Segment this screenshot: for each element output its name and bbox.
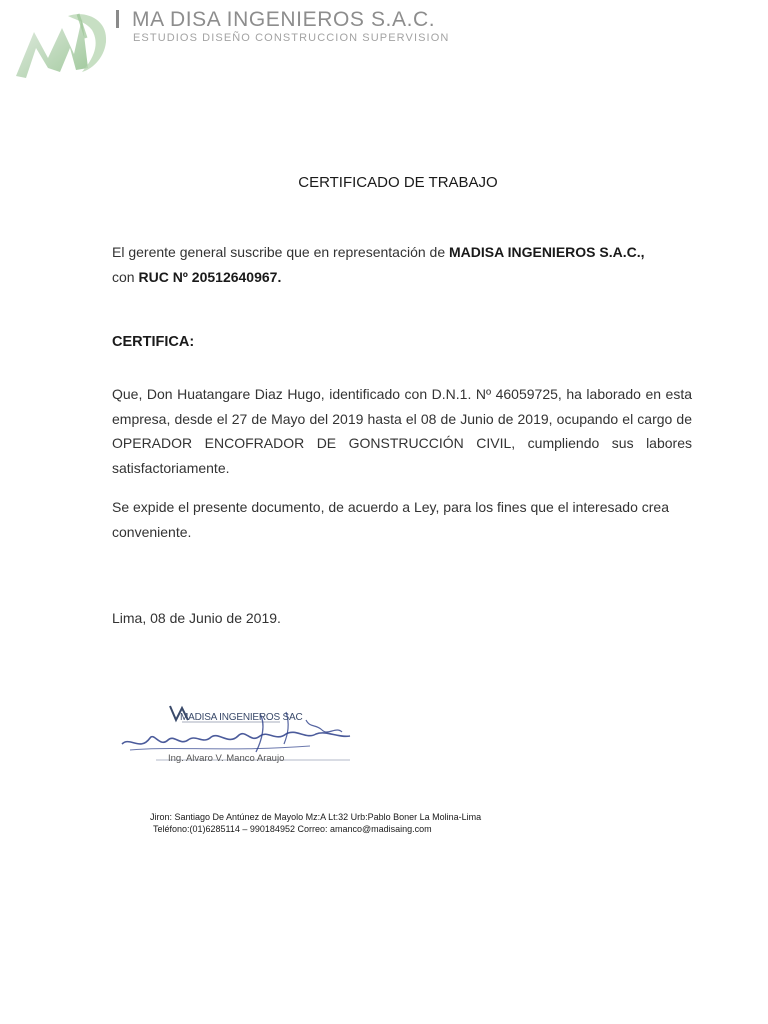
letterhead-company-name: MA DISA INGENIEROS S.A.C. (132, 8, 436, 31)
company-bold: MADISA INGENIEROS S.A.C., (449, 244, 645, 260)
intro-mid: con (112, 268, 139, 285)
closing-paragraph: Se expide el presente documento, de acuerdo a Ley, para los fines que el interesado crea conveniente. (112, 499, 669, 540)
letterhead-tagline: ESTUDIOS DISEÑO CONSTRUCCION SUPERVISION (133, 32, 450, 44)
stamp-company-text: MADISA INGENIEROS SAC (180, 712, 303, 723)
footer-contact: Teléfono:(01)6285114 – 990184952 Correo: amanco@madisaing.com (153, 824, 432, 834)
letterhead-divider (116, 10, 119, 28)
body-paragraph: Que, Don Huatangare Diaz Hugo, identificado con D.N.1. Nº 46059725, ha laborado en esta empresa, desde el 27 de Mayo del 2019 hasta el 08 de Junio de 2019, ocupando el cargo de OPERADOR ENCOFRADOR DE GONSTRUCCIÓN CIVIL, cumpliendo sus labores satisfactoriamente. (112, 386, 692, 476)
intro-prefix: El gerente general suscribe que en representación de (112, 244, 449, 260)
ruc-bold: RUC Nº 20512640967. (138, 268, 282, 285)
intro-paragraph (112, 240, 692, 289)
certifica-heading: CERTIFICA: (112, 334, 195, 350)
footer-address: Jiron: Santiago De Antúnez de Mayolo Mz:A Lt:32 Urb:Pablo Boner La Molina-Lima (150, 812, 482, 822)
date-line: Lima, 08 de Junio de 2019. (112, 610, 281, 626)
company-logo-icon (12, 8, 120, 82)
document-title: CERTIFICADO DE TRABAJO (298, 174, 498, 191)
signer-name: Ing. Alvaro V. Manco Araujo (168, 753, 285, 764)
